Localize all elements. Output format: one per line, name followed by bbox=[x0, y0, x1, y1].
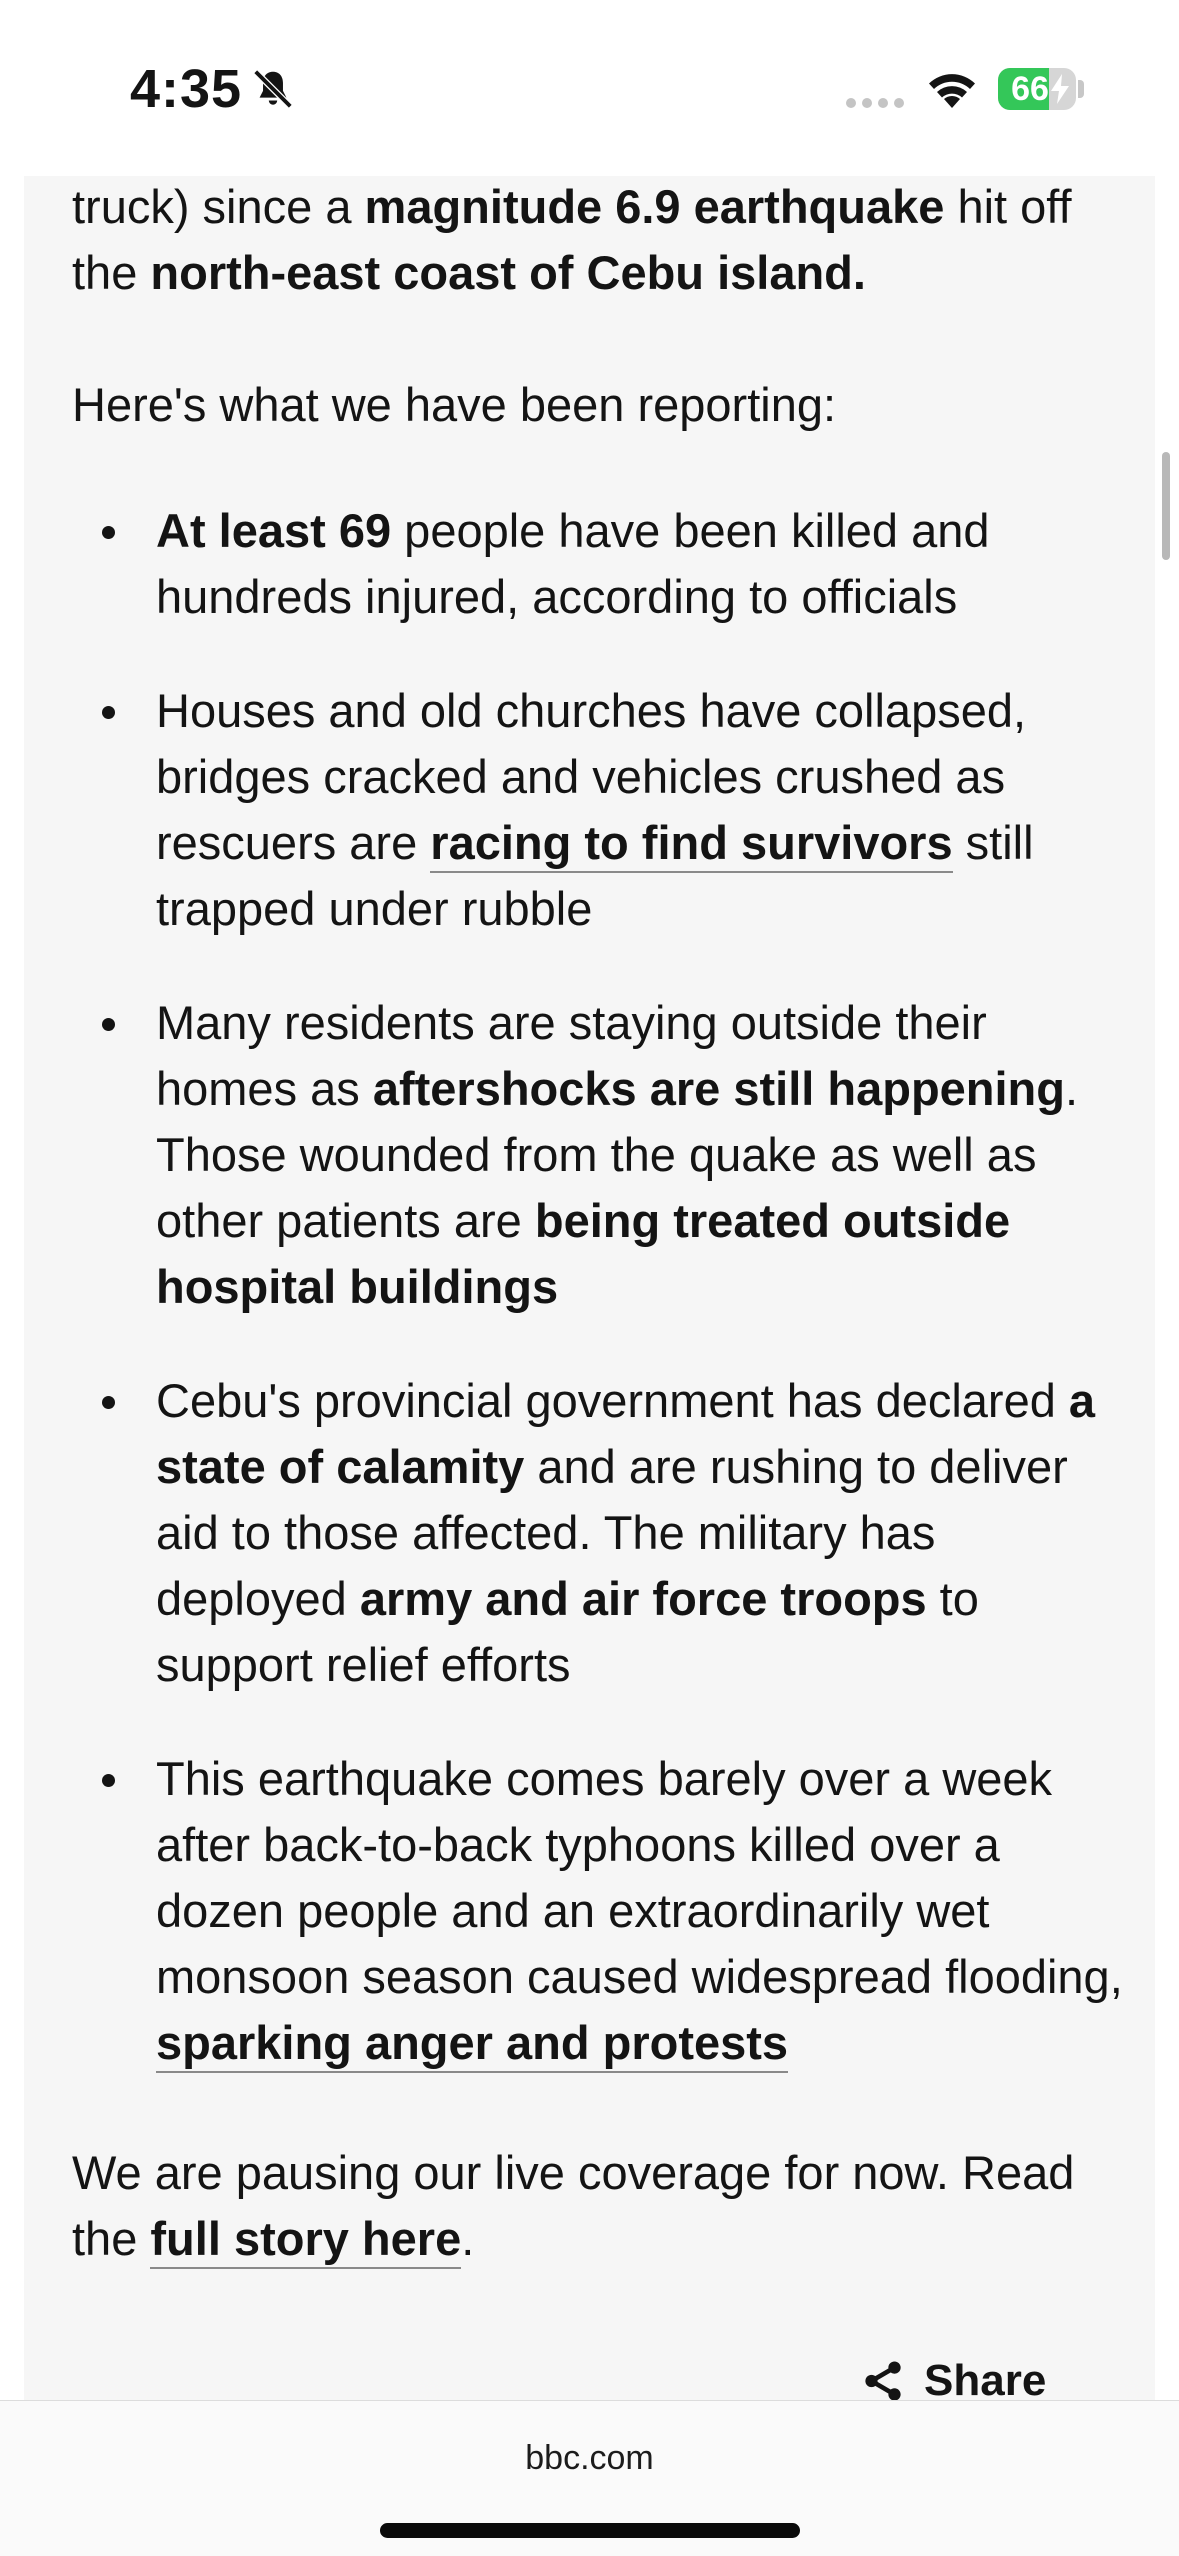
body-text: truck) since a bbox=[72, 180, 365, 233]
body-text: still trapped under rubble bbox=[156, 816, 1034, 935]
page-content[interactable] bbox=[24, 176, 1155, 2400]
status-bar bbox=[0, 0, 1179, 176]
wifi-icon bbox=[925, 68, 979, 110]
list-item bbox=[72, 498, 1132, 630]
emphasis-text: At least 69 bbox=[156, 504, 392, 557]
battery-indicator bbox=[998, 68, 1076, 110]
share-icon bbox=[860, 2358, 906, 2400]
body-text: . bbox=[461, 2212, 475, 2265]
emphasis-text: army and air force troops bbox=[359, 1572, 927, 1625]
body-text: hit off the bbox=[72, 180, 1072, 299]
body-text: to support relief efforts bbox=[156, 1572, 979, 1691]
battery-tip bbox=[1078, 80, 1084, 98]
article-paragraph bbox=[72, 176, 1132, 306]
body-text: people have been killed and hundreds injured, according to officials bbox=[156, 504, 990, 623]
emphasis-text: north-east coast of Cebu island. bbox=[150, 246, 866, 299]
emphasis-text: aftershocks are still happening bbox=[372, 1062, 1065, 1115]
body-text: Houses and old churches have collapsed, bridges cracked and vehicles crushed as rescuers are bbox=[156, 684, 1027, 869]
article-intro: Here's what we have been reporting: bbox=[72, 378, 837, 431]
emphasis-text: magnitude 6.9 earthquake bbox=[364, 180, 945, 233]
list-item bbox=[72, 1746, 1132, 2076]
status-time: 4:35 bbox=[130, 59, 243, 119]
closing-paragraph bbox=[72, 2140, 1132, 2272]
article-link[interactable]: sparking anger and protests bbox=[156, 2016, 788, 2073]
body-text: . Those wounded from the quake as well as other patients are bbox=[156, 1062, 1079, 1247]
scrollbar-thumb[interactable] bbox=[1162, 452, 1170, 560]
list-item bbox=[72, 990, 1132, 1320]
body-text: Many residents are staying outside their homes as bbox=[156, 996, 987, 1115]
article-link[interactable]: full story here bbox=[150, 2212, 461, 2269]
url-text[interactable]: bbc.com bbox=[525, 2439, 654, 2477]
share-label: Share bbox=[924, 2356, 1047, 2400]
battery-level: 66 bbox=[1011, 70, 1049, 108]
home-indicator[interactable] bbox=[380, 2523, 800, 2538]
cellular-signal-icon bbox=[845, 96, 905, 110]
emphasis-text: a state of calamity bbox=[156, 1374, 1096, 1493]
emphasis-text: being treated outside hospital buildings bbox=[156, 1194, 1011, 1313]
body-text: and are rushing to deliver aid to those affected. The military has deployed bbox=[156, 1440, 1068, 1625]
body-text: This earthquake comes barely over a week after back-to-back typhoons killed over a dozen people and an extraordinarily wet monsoon season caused widespread flooding, bbox=[156, 1752, 1123, 2003]
body-text: We are pausing our live coverage for now. Read the bbox=[72, 2146, 1075, 2265]
charging-bolt-icon bbox=[1048, 73, 1072, 105]
bell-slash-icon bbox=[250, 66, 296, 112]
browser-address-bar[interactable] bbox=[0, 2400, 1179, 2556]
list-item bbox=[72, 678, 1132, 942]
body-text: Cebu's provincial government has declared bbox=[156, 1374, 1069, 1427]
article-link[interactable]: racing to find survivors bbox=[430, 816, 952, 873]
share-button[interactable] bbox=[860, 2356, 1046, 2400]
list-item bbox=[72, 1368, 1132, 1698]
summary-list bbox=[72, 498, 1132, 2124]
